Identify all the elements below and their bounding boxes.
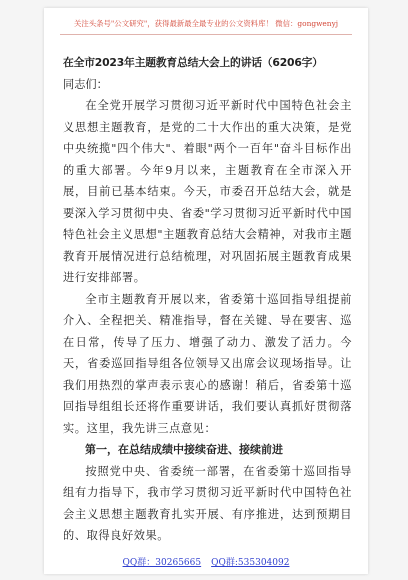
greeting: 同志们： bbox=[63, 77, 108, 91]
document-title: 在全市2023年主题教育总结大会上的讲话（6206字） bbox=[63, 56, 323, 69]
section-heading: 第一，在总结成绩中接续奋进、接续前进 bbox=[85, 443, 283, 456]
paragraph-intro: 在全党开展学习贯彻习近平新时代中国特色社会主义思想主题教育，是党的二十大作出的重大决策，是党中央统揽"四个伟大"、着眼"两个一百年"奋斗目标作出的重大部署。今年9月以来，主题教育在全市深入开展，目前已基本结束。今天，市委召开总结大会，就是要深入学习贯彻中央、省委"学习贯彻习近平新时代中国特色社会主义思想"主题教育总结大会精神，对我市主题教育开展情况进行总结梳理，对巩固拓展主题教育成果进行安排部署。 bbox=[63, 99, 352, 284]
paragraph-thanks: 全市主题教育开展以来，省委第十巡回指导组提前介入、全程把关、精准指导，督在关键、导在要害、巡在日常，传导了压力、增强了动力、激发了活力。今天，省委巡回指导组各位领导又出席会议现场指导。让我们用热烈的掌声表示衷心的感谢！稍后，省委第十巡回指导组组长还将作重要讲话，我们要认真抓好贯彻落实。这里，我先讲三点意见： bbox=[63, 292, 352, 435]
paragraph-section: 按照党中央、省委统一部署，在省委第十巡回指导组有力指导下，我市学习贯彻习近平新时代中国特色社会主义思想主题教育扎实开展、有序推进，达到预期目的、取得良好效果。 bbox=[63, 464, 352, 542]
document-page bbox=[44, 8, 368, 574]
header-banner: 关注头条号"公文研究"，获得最新最全最专业的公文资料库！ 微信：gongwenyj bbox=[60, 18, 352, 35]
footer-qq-group-2[interactable]: QQ群:535304092 bbox=[211, 558, 290, 568]
document-body bbox=[63, 52, 352, 547]
footer-qq-group-1[interactable]: QQ群：30265665 bbox=[122, 558, 202, 568]
footer bbox=[44, 555, 368, 568]
